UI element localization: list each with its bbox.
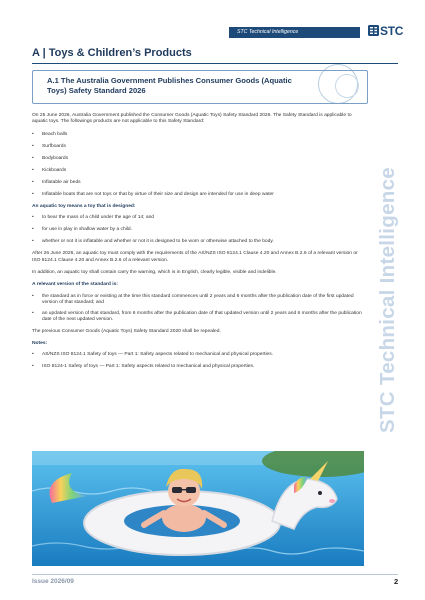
- pool-illustration: [32, 451, 364, 566]
- list-item: • AS/NZS ISO 8124.1 Safety of toys — Part 1: Safety aspects related to mechanical and physical properties.: [32, 352, 362, 358]
- watermark-text: STC Technical Intelligence: [376, 166, 399, 434]
- article-title: A.1 The Australia Government Publishes Consumer Goods (Aquatic Toys) Safety Standard 2026: [47, 76, 292, 95]
- list-item: • to bear the mass of a child under the age of 14; and: [32, 215, 362, 221]
- intro-paragraph: On 25 June 2026, Australia Government published the Consumer Goods (Aquatic Toys) Safety Standard 2026. The Safety Standard is applicable to aquatic toys. The followings products are not applicable to this Safety Standard:: [32, 113, 352, 125]
- header-banner: [229, 27, 360, 38]
- stc-logo-icon: [368, 25, 379, 36]
- list-item: • an updated version of that standard, from 6 months after the publication date of that updated version until 2 years and 6 months after the publication date of the next updated version.: [32, 311, 362, 324]
- list-item: • Inflatable air beds: [32, 180, 362, 186]
- relevant-version-list: [32, 294, 362, 324]
- article-body: [32, 113, 362, 376]
- list-item: • the standard as in force or existing at the time this standard commences until 2 years and 6 months after the publication date of the first updated version of that standard; and: [32, 294, 362, 307]
- repeal-paragraph: The previous Consumer Goods (Aquatic Toys) Safety Standard 2020 shall be repealed.: [32, 328, 221, 334]
- list-item: • Kickboards: [32, 168, 362, 174]
- relevant-version-heading: A relevant version of the standard is:: [32, 282, 118, 288]
- requirements-paragraph: After 26 June 2026, an aquatic toy must comply with the requirements of the AS/NZS ISO 8124.1 Clause 4.20 and Annex B.2.6 of a relevant version or ISO 8124.1 Clause 4.20 and Annex B.2.6 of a relevant version.: [32, 251, 358, 263]
- excluded-products-list: [32, 132, 362, 198]
- issue-label: Issue 2026/09: [32, 578, 74, 585]
- article-title-box: [32, 70, 368, 104]
- notes-list: [32, 352, 362, 370]
- section-title: A | Toys & Children’s Products: [32, 47, 192, 59]
- page-number: 2: [394, 577, 399, 586]
- notes-heading: Notes:: [32, 341, 48, 347]
- aquatic-toy-list: [32, 215, 362, 245]
- list-item: • whether or not it is inflatable and whether or not it is designed to be worn or otherwise attached to the body.: [32, 239, 362, 245]
- header-banner-text: STC Technical Intelligence: [237, 29, 299, 35]
- list-item: • ISO 8124-1 Safety of toys — Part 1: Safety aspects related to mechanical and physical properties.: [32, 364, 362, 370]
- logo-text: STC: [380, 24, 404, 38]
- warning-paragraph: In addition, an aquatic toy shall contain carry the warning, which is in English, clearly legible, visible and indelible.: [32, 270, 277, 276]
- list-item: • Surfboards: [32, 144, 362, 150]
- list-item: • Bodyboards: [32, 156, 362, 162]
- footer-divider: [32, 574, 398, 575]
- watermark: [372, 120, 404, 480]
- list-item: • Inflatable boats that are not toys or that by virtue of their size and design are intended for use in deep water: [32, 192, 362, 198]
- stc-logo: [368, 24, 404, 38]
- aquatic-toy-heading: An aquatic toy means a toy that is designed:: [32, 203, 136, 209]
- pool-photo: [32, 451, 364, 566]
- list-item: • for use in play in shallow water by a child.: [32, 227, 362, 233]
- list-item: • Beach balls: [32, 132, 362, 138]
